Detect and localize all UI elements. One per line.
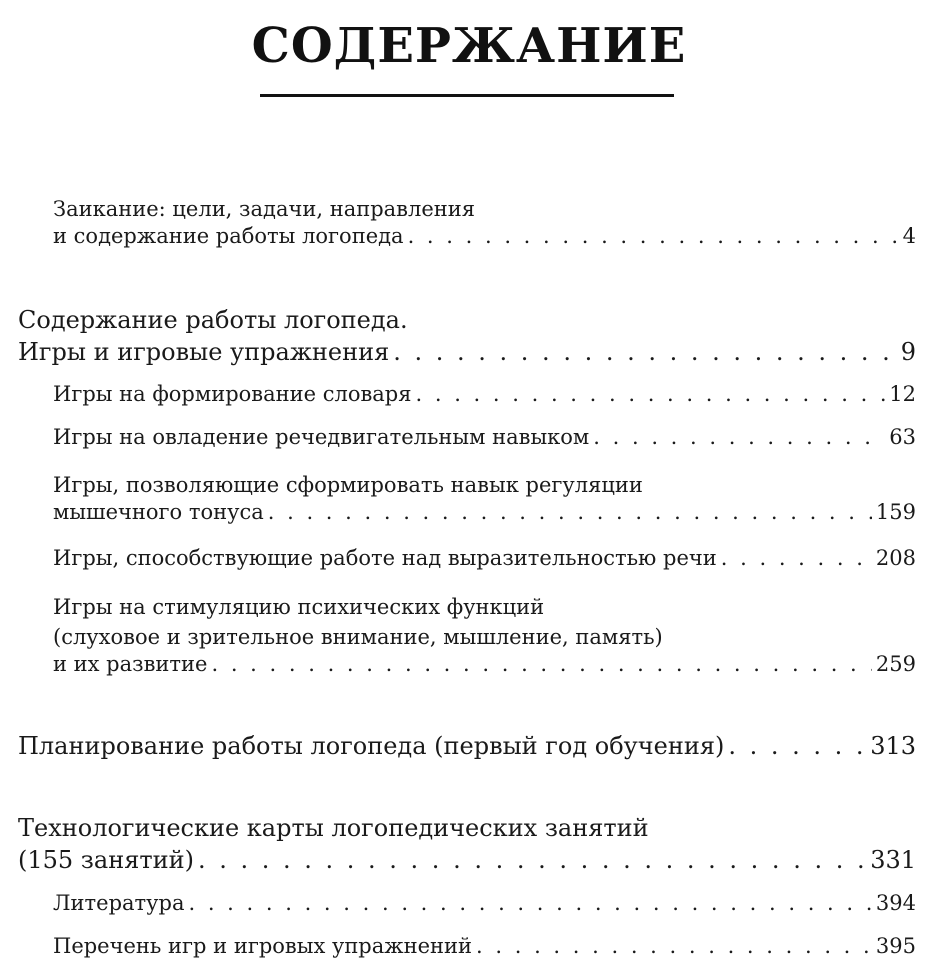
toc-entry-text: и их развитие [53,652,208,676]
toc-entry-text: Содержание работы логопеда. [18,306,408,334]
toc-entry-text: Игры, способствующие работе над выразительностью речи [53,546,717,570]
toc-entry[interactable] [53,592,916,676]
page-number: 63 [889,425,916,449]
dot-leader [416,382,886,406]
toc-entry-text: Игры и игровые упражнения [18,338,390,366]
toc-entry-text: и содержание работы логопеда [53,224,404,248]
page-number: 394 [875,891,916,915]
page-title: СОДЕРЖАНИЕ [251,18,687,74]
toc-entry[interactable] [53,546,916,570]
page-number: 331 [870,846,916,874]
page-number: 313 [870,732,916,760]
toc-entry[interactable] [18,732,916,760]
dot-leader [211,652,871,676]
toc-entry[interactable] [18,810,916,874]
toc-entry-text: Перечень игр и игровых упражнений [53,934,473,958]
dot-leader [393,338,896,366]
page-number: 259 [875,652,916,676]
dot-leader [476,934,872,958]
toc-entry-text: Технологические карты логопедических занятий [18,814,649,842]
toc-entry[interactable] [53,470,916,524]
dot-leader [408,224,899,248]
toc-entry[interactable] [18,302,916,366]
page-number: 208 [875,546,916,570]
toc-entry-text: (слуховое и зрительное внимание, мышление, память) [53,625,663,649]
toc-entry[interactable] [53,425,916,449]
page-number: 4 [902,224,916,248]
page-number: 12 [889,382,916,406]
toc-entry-text: Литература [53,891,185,915]
toc-entry-text: (155 занятий) [18,846,194,874]
dot-leader [268,500,872,524]
toc-entry[interactable] [53,934,916,958]
dot-leader [728,732,866,760]
dot-leader [188,891,871,915]
page-number: 395 [875,934,916,958]
page-number: 159 [875,500,916,524]
toc-entry-text: Игры на стимуляцию психических функций [53,595,545,619]
dot-leader [593,425,885,449]
toc-entry[interactable] [53,382,916,406]
toc-entry-text: Игры на формирование словаря [53,382,412,406]
toc-entry[interactable] [53,891,916,915]
toc-entry-text: Игры на овладение речедвигательным навыком [53,425,590,449]
toc-entry[interactable] [53,194,916,248]
dot-leader [721,546,872,570]
dot-leader [198,846,866,874]
page-number: 9 [900,338,916,366]
toc-entry-text: Планирование работы логопеда (первый год обучения) [18,732,725,760]
toc-entry-text: Игры, позволяющие сформировать навык регуляции [53,473,643,497]
title-underline [260,94,674,97]
toc-entry-text: мышечного тонуса [53,500,264,524]
toc-entry-text: Заикание: цели, задачи, направления [53,197,475,221]
